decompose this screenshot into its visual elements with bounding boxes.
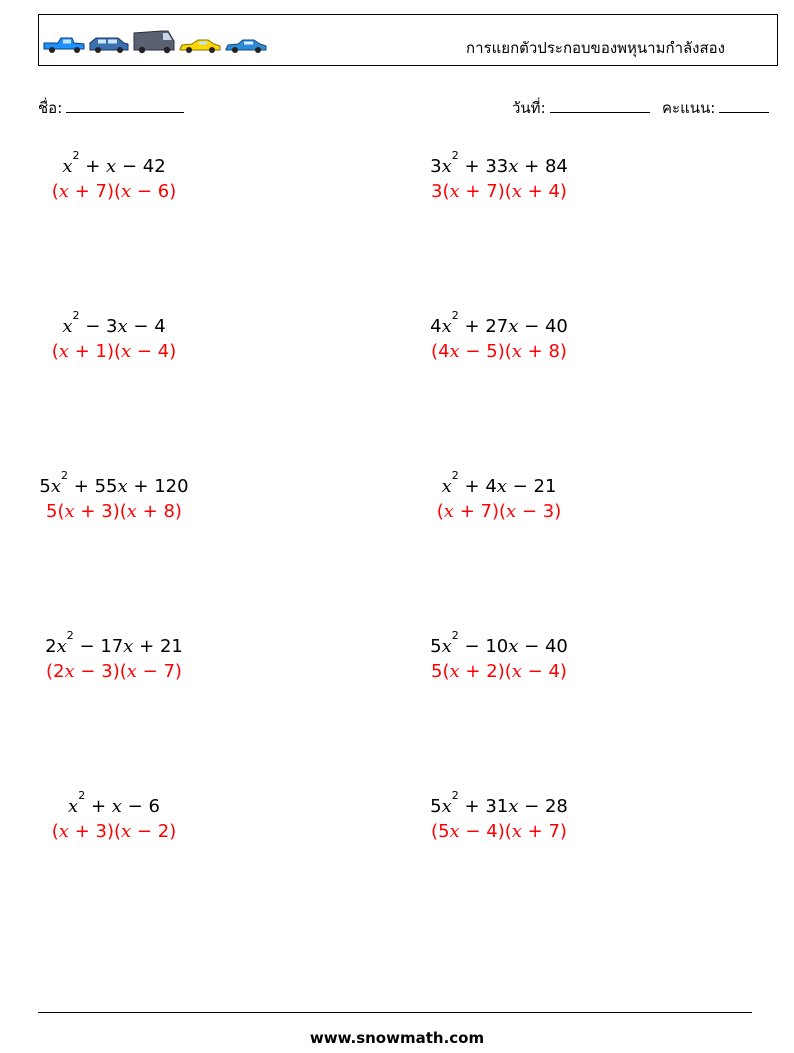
problem-question: $4x^2 + 27x - 40$ bbox=[430, 309, 568, 337]
problem-question: $x^2 + x - 6$ bbox=[68, 789, 160, 817]
date-field bbox=[512, 96, 650, 120]
footer-divider bbox=[38, 1012, 752, 1013]
problem-question: $5x^2 + 31x - 28$ bbox=[430, 789, 568, 817]
worksheet-header bbox=[38, 14, 778, 66]
pickup-truck-icon bbox=[42, 36, 86, 54]
score-blank bbox=[719, 98, 769, 113]
score-field bbox=[662, 96, 769, 120]
name-blank bbox=[66, 98, 184, 113]
problem-answer: 3(x + 7)(x + 4) bbox=[431, 181, 567, 202]
footer-url: www.snowmath.com bbox=[309, 1029, 485, 1047]
problem-answer: (x + 3)(x − 2) bbox=[51, 821, 177, 842]
worksheet-title: การแยกตัวประกอบของพหุนามกำลังสอง bbox=[466, 39, 725, 57]
suv-icon bbox=[88, 35, 130, 54]
problem-question: $x^2 + 4x - 21$ bbox=[441, 469, 557, 497]
sedan-icon bbox=[224, 38, 268, 54]
problem-answer: (x + 7)(x − 3) bbox=[436, 501, 562, 522]
score-label: คะแนน: bbox=[662, 99, 716, 117]
taxi-icon bbox=[178, 38, 222, 54]
problem-question: $5x^2 + 55x + 120$ bbox=[39, 469, 189, 497]
problem-answer: 5(x + 3)(x + 8) bbox=[46, 501, 182, 522]
problem-answer: (x + 7)(x − 6) bbox=[51, 181, 177, 202]
date-label: วันที่: bbox=[512, 99, 546, 117]
problem-answer: 5(x + 2)(x − 4) bbox=[431, 661, 567, 682]
van-icon bbox=[132, 29, 176, 54]
name-label: ชื่อ: bbox=[38, 99, 63, 117]
problem-answer: (5x − 4)(x + 7) bbox=[431, 821, 567, 842]
name-field bbox=[38, 96, 184, 120]
problem-question: $x^2 + x - 42$ bbox=[62, 149, 166, 177]
problem-answer: (x + 1)(x − 4) bbox=[51, 341, 177, 362]
problem-question: $5x^2 - 10x - 40$ bbox=[430, 629, 568, 657]
date-blank bbox=[550, 98, 650, 113]
problem-question: $3x^2 + 33x + 84$ bbox=[430, 149, 568, 177]
problem-question: $2x^2 - 17x + 21$ bbox=[45, 629, 183, 657]
car-icons bbox=[42, 28, 268, 54]
problem-question: $x^2 - 3x - 4$ bbox=[62, 309, 166, 337]
problem-answer: (2x − 3)(x − 7) bbox=[46, 661, 182, 682]
problem-answer: (4x − 5)(x + 8) bbox=[431, 341, 567, 362]
